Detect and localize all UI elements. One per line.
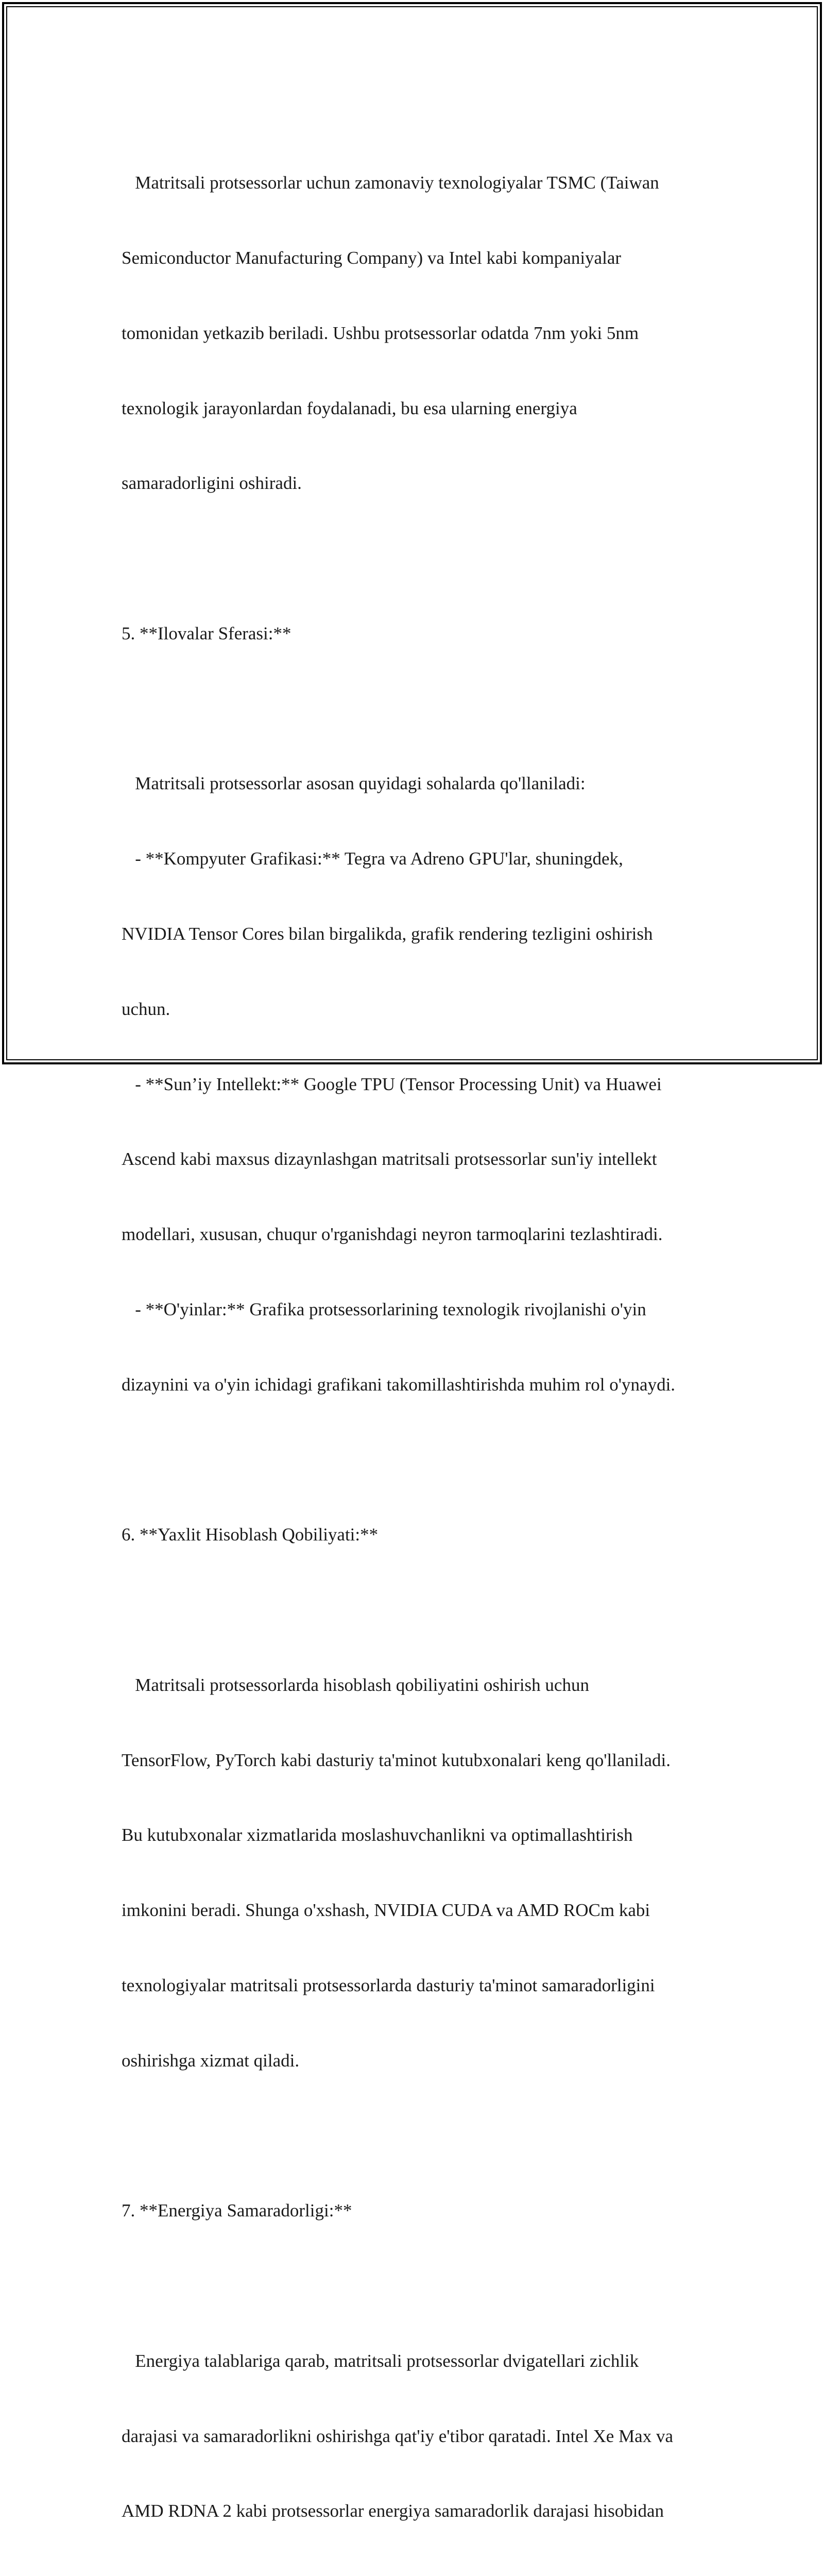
- text-line: - **Sun’iy Intellekt:** Google TPU (Tensor Processing Unit) va Huawei: [122, 1074, 662, 1094]
- paragraph-applications: [122, 721, 729, 1447]
- paragraph-gap: [122, 2274, 729, 2299]
- heading-text: 7. **Energiya Samaradorligi:**: [122, 2200, 352, 2221]
- paragraph-gap: [122, 2124, 729, 2149]
- section-heading-7: [122, 2148, 729, 2274]
- text-line: NVIDIA Tensor Cores bilan birgalikda, grafik rendering tezligini oshirish: [122, 924, 653, 944]
- paragraph-intro: [122, 121, 729, 546]
- text-line: texnologiyalar matritsali protsessorlarda dasturiy ta'minot samaradorligini: [122, 1975, 655, 1995]
- heading-text: 6. **Yaxlit Hisoblash Qobiliyati:**: [122, 1524, 379, 1545]
- text-line: tomonidan yetkazib beriladi. Ushbu protsessorlar odatda 7nm yoki 5nm: [122, 323, 639, 343]
- paragraph-gap: [122, 1598, 729, 1623]
- text-line: dizaynini va o'yin ichidagi grafikani takomillashtirishda muhim rol o'ynaydi.: [122, 1374, 676, 1395]
- paragraph-computing: [122, 1623, 729, 2124]
- text-line: darajasi va samaradorlikni oshirishga qat'iy e'tibor qaratadi. Intel Xe Max va: [122, 2426, 674, 2446]
- text-line: samaradorligini oshiradi.: [122, 473, 302, 494]
- text-line: Ascend kabi maxsus dizaynlashgan matritsali protsessorlar sun'iy intellekt: [122, 1149, 657, 1170]
- text-line: Matritsali protsessorlarda hisoblash qobiliyatini oshirish uchun: [122, 1674, 589, 1695]
- text-line: Energiya talablariga qarab, matritsali protsessorlar dvigatellari zichlik: [122, 2350, 639, 2371]
- heading-text: 5. **Ilovalar Sferasi:**: [122, 623, 291, 643]
- document-body: [122, 121, 729, 2576]
- text-line: oshirishga xizmat qiladi.: [122, 2050, 300, 2071]
- text-line: Matritsali protsessorlar asosan quyidagi sohalarda qo'llaniladi:: [122, 773, 586, 794]
- paragraph-energy: [122, 2299, 729, 2576]
- paragraph-gap: [122, 697, 729, 722]
- text-line: - **O'yinlar:** Grafika protsessorlarining texnologik rivojlanishi o'yin: [122, 1299, 646, 1319]
- text-line: modellari, xususan, chuqur o'rganishdagi neyron tarmoqlarini tezlashtiradi.: [122, 1224, 663, 1245]
- text-line: texnologik jarayonlardan foydalanadi, bu esa ularning energiya: [122, 398, 577, 418]
- section-heading-5: [122, 571, 729, 697]
- text-line: [122, 2574, 729, 2576]
- text-line: uchun.: [122, 998, 170, 1019]
- text-line: Matritsali protsessorlar uchun zamonaviy texnologiyalar TSMC (Taiwan: [122, 173, 659, 193]
- text-line: imkonini beradi. Shunga o'xshash, NVIDIA CUDA va AMD ROCm kabi: [122, 1900, 650, 1921]
- paragraph-gap: [122, 1447, 729, 1472]
- text-line: Bu kutubxonalar xizmatlarida moslashuvchanlikni va optimallashtirish: [122, 1825, 633, 1845]
- text-line: AMD RDNA 2 kabi protsessorlar energiya samaradorlik darajasi hisobidan: [122, 2501, 664, 2521]
- paragraph-gap: [122, 546, 729, 571]
- section-heading-6: [122, 1472, 729, 1598]
- text-line: - **Kompyuter Grafikasi:** Tegra va Adreno GPU'lar, shuningdek,: [122, 849, 623, 869]
- text-line: Semiconductor Manufacturing Company) va Intel kabi kompaniyalar: [122, 247, 622, 268]
- text-line: TensorFlow, PyTorch kabi dasturiy ta'minot kutubxonalari keng qo'llaniladi.: [122, 1750, 671, 1770]
